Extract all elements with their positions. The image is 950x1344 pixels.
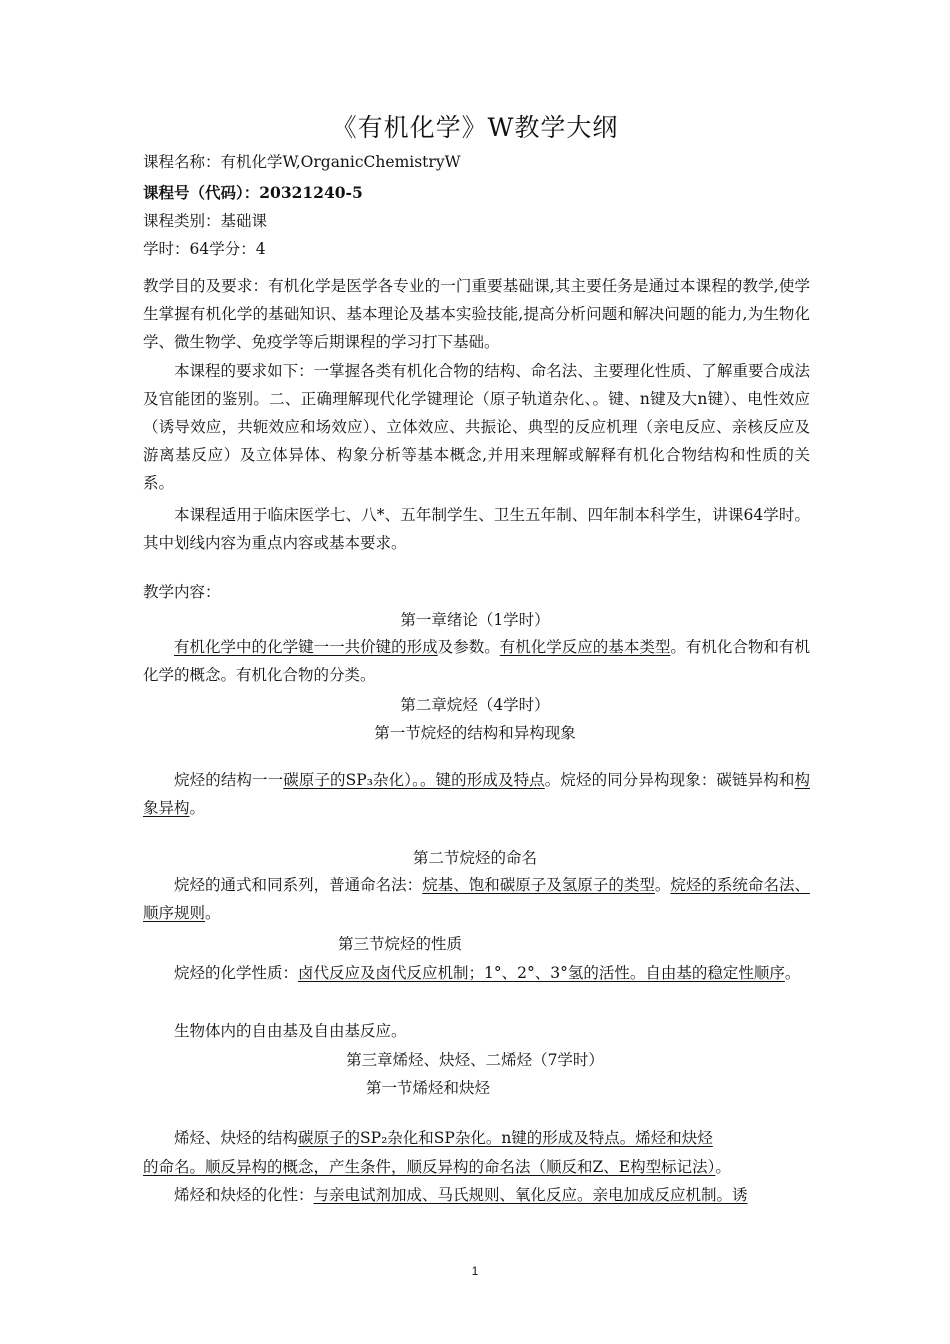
section-2-3-note: 生物体内的自由基及自由基反应。 [174, 1022, 407, 1040]
chapter-1-paragraph: 有机化学中的化学键一一共价键的形成及参数。有机化学反应的基本类型。有机化合物和有机化学的概念。有机化合物的分类。 [143, 638, 810, 684]
section-2-3-paragraph: 烷烃的化学性质：卤代反应及卤代反应机制；1°、2°、3°氢的活性。自由基的稳定性顺序。 [174, 964, 801, 982]
key-point: 的命名。顺反异构的概念，产生条件， [143, 1158, 407, 1176]
chapter-3-heading: 第三章烯烃、炔烃、二烯烃（7学时） [346, 1051, 604, 1069]
course-type: 课程类别：基础课 [143, 212, 268, 230]
section-3-1-heading: 第一节烯烃和炔烃 [365, 1079, 490, 1097]
key-point: 碳原子的SP₃杂化）。。键的形成及特点 [283, 771, 545, 789]
key-point: 顺反异构的命名法（顺反和Z、E构型标记法） [406, 1158, 716, 1176]
key-point: 构象异构 [143, 771, 810, 817]
key-point: 与亲电试剂加成、马氏规则、氧化反应。亲电加成反应机制。诱 [313, 1186, 748, 1204]
course-name: 课程名称：有机化学W,OrganicChemistryW [143, 153, 461, 171]
chapter-1-heading: 第一章绪论（1学时） [400, 611, 550, 629]
requirements-paragraph: 本课程的要求如下：一掌握各类有机化合物的结构、命名法、主要理化性质、了解重要合成法及官能团的鉴别。二、正确理解现代化学键理论（原子轨道杂化、。键、n键及大n键）、电性效应（诱导效应，共轭效应和场效应）、立体效应、共振论、典型的反应机理（亲电反应、亲核反应及游离基反应）及立体异体、构象分析等基本概念,并用来理解或解释有机化合物结构和性质的关系。 [143, 362, 810, 492]
section-2-1-paragraph: 烷烃的结构一一碳原子的SP₃杂化）。。键的形成及特点。烷烃的同分异构现象：碳链异构和构象异构。 [143, 771, 810, 817]
section-3-1-line-2: 的命名。顺反异构的概念，产生条件，顺反异构的命名法（顺反和Z、E构型标记法）。 [143, 1158, 731, 1176]
chapter-2-heading: 第二章烷烃（4学时） [400, 696, 550, 714]
key-point: 碳原子的SP₂杂化和SP杂化。n键的形成及特点。烯烃和炔烃 [298, 1129, 713, 1147]
key-point: 有机化学中的化学键一一共价键的形成 [174, 638, 438, 656]
section-2-2-heading: 第二节烷烃的命名 [412, 849, 537, 867]
page-number: 1 [471, 1264, 479, 1278]
key-point: 烷烃的系统命名法、顺序规则 [143, 876, 810, 922]
section-2-3-heading: 第三节烷烃的性质 [337, 935, 462, 953]
section-3-1-line-3: 烯烃和炔烃的化性：与亲电试剂加成、马氏规则、氧化反应。亲电加成反应机制。诱 [174, 1186, 748, 1204]
section-2-1-heading: 第一节烷烃的结构和异构现象 [374, 724, 576, 742]
hours-credits: 学时：64学分：4 [143, 240, 266, 258]
section-2-2-paragraph: 烷烃的通式和同系列，普通命名法：烷基、饱和碳原子及氢原子的类型。烷烃的系统命名法、顺序规则。 [143, 876, 810, 922]
document-title: 《有机化学》W教学大纲 [331, 113, 619, 142]
course-code: 课程号（代码）：20321240-5 [143, 183, 363, 202]
key-point: 卤代反应及卤代反应机制；1°、2°、3°氢的活性。自由基的稳定性顺序 [298, 964, 785, 982]
applicability-paragraph: 本课程适用于临床医学七、八*、五年制学生、卫生五年制、四年制本科学生，讲课64学时。其中划线内容为重点内容或基本要求。 [143, 506, 810, 552]
key-point: 烷基、饱和碳原子及氢原子的类型 [422, 876, 655, 894]
section-3-1-line-1: 烯烃、炔烃的结构碳原子的SP₂杂化和SP杂化。n键的形成及特点。烯烃和炔烃 [174, 1129, 713, 1147]
objective-paragraph: 教学目的及要求：有机化学是医学各专业的一门重要基础课,其主要任务是通过本课程的教学,使学生掌握有机化学的基础知识、基本理论及基本实验技能,提高分析问题和解决问题的能力,为生物化学、微生物学、免疫学等后期课程的学习打下基础。 [143, 277, 810, 351]
content-label: 教学内容： [143, 583, 221, 601]
key-point: 有机化学反应的基本类型 [499, 638, 671, 656]
